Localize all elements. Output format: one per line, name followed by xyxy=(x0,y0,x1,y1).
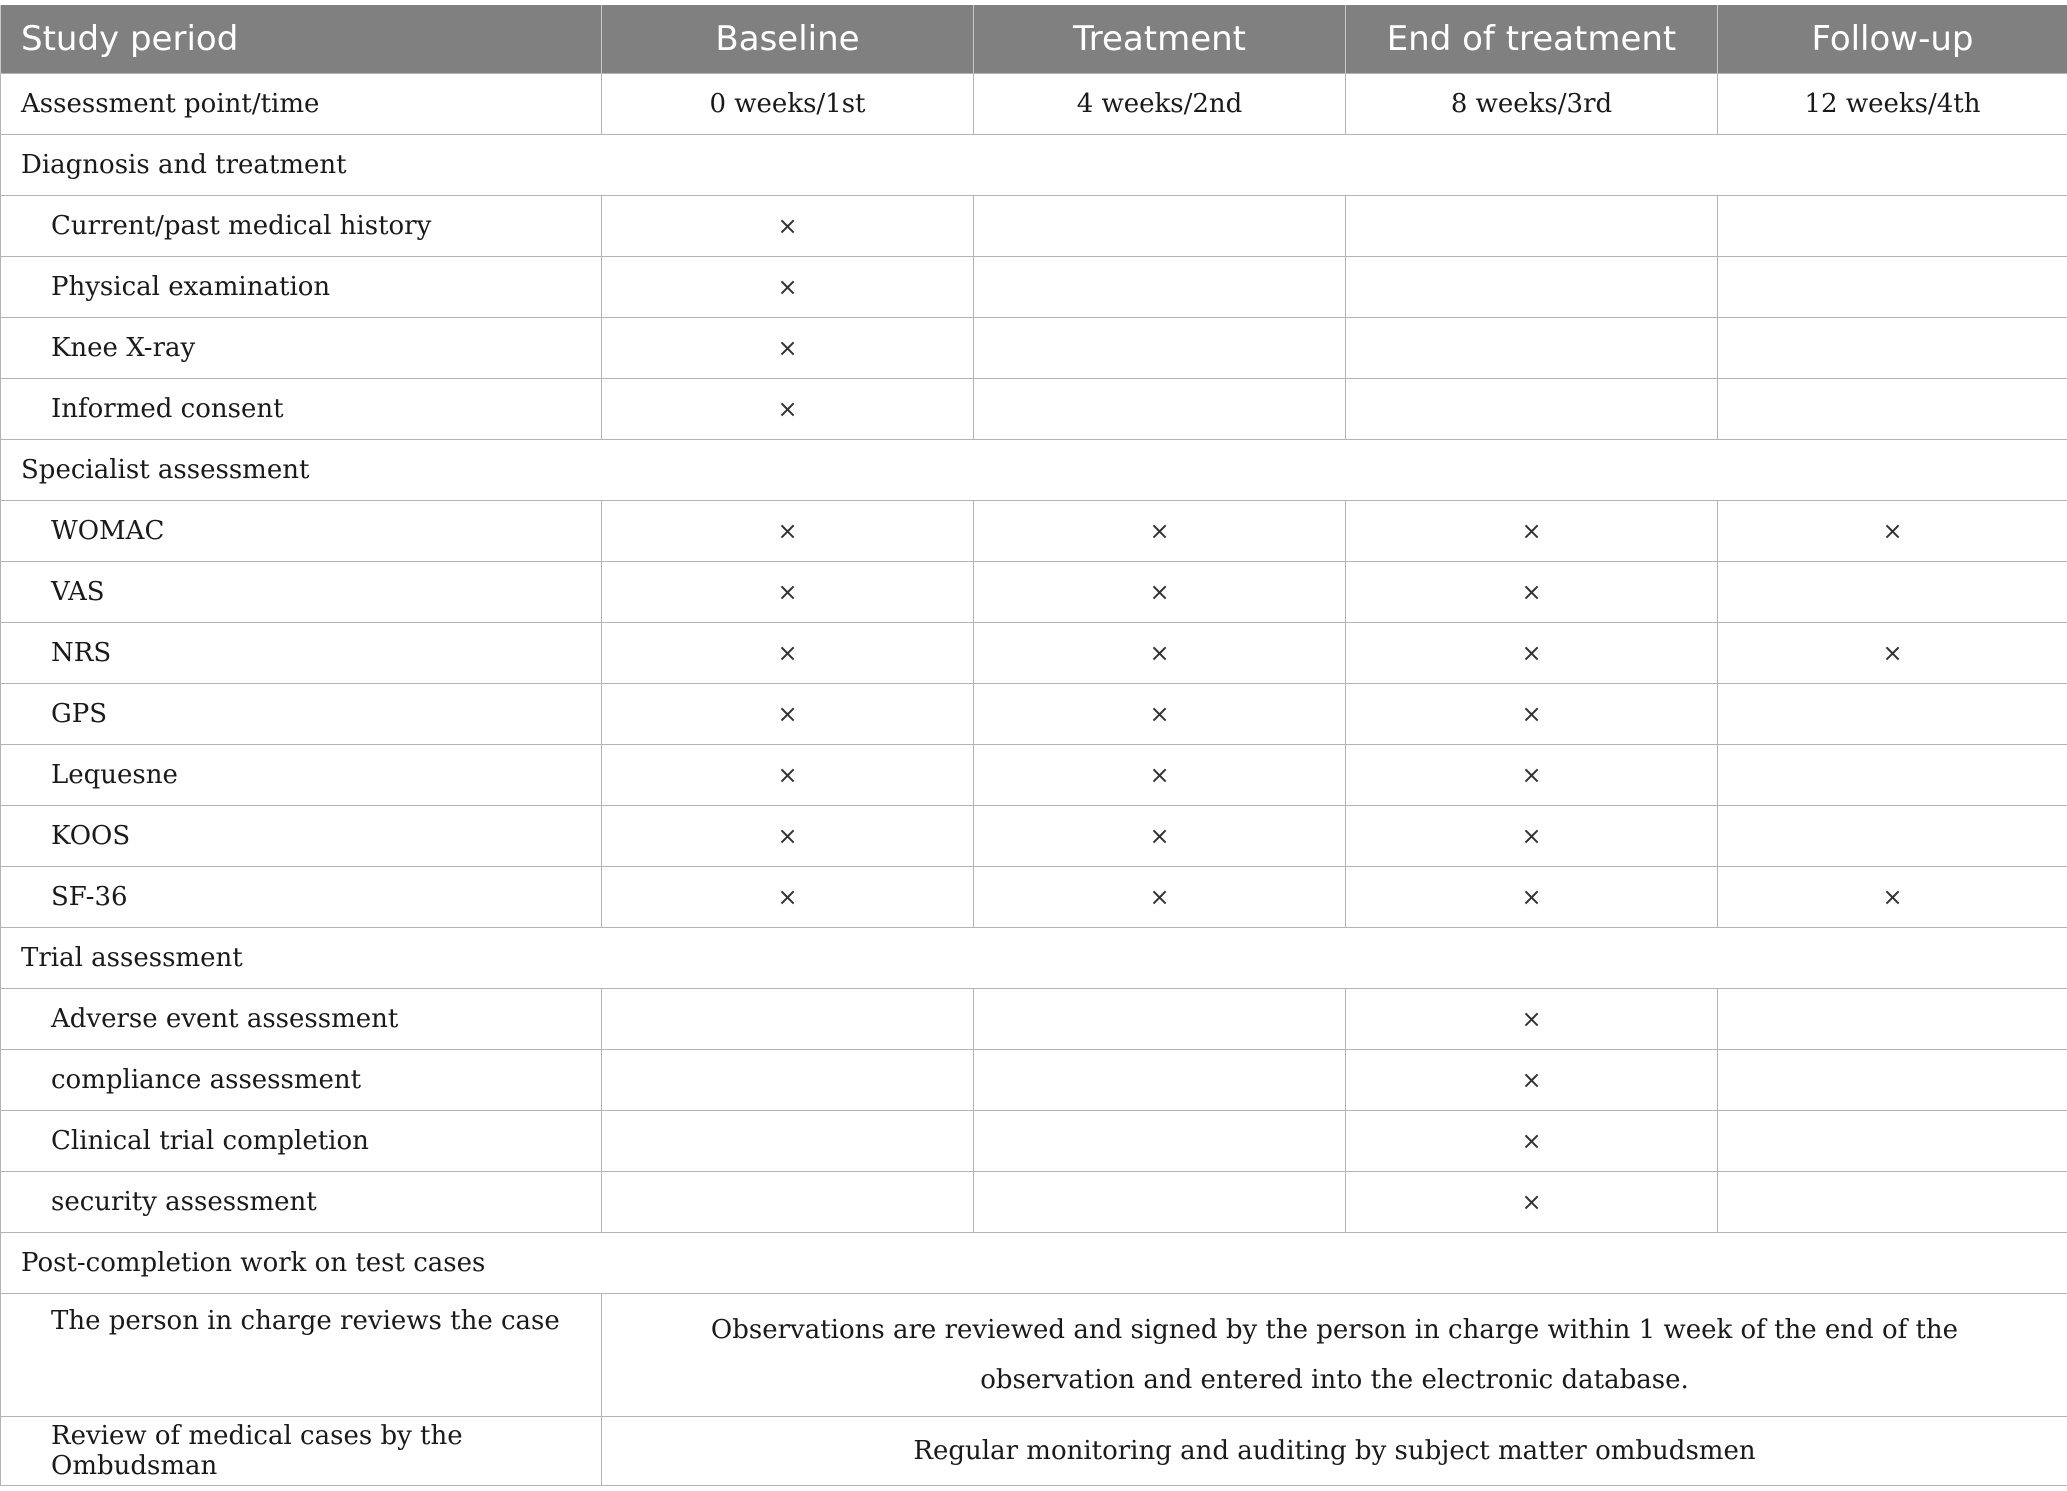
mark-cell xyxy=(974,1050,1346,1111)
table-row xyxy=(1,867,2067,928)
mark-cell: × xyxy=(602,623,974,684)
header-treatment: Treatment xyxy=(974,5,1346,74)
mark-cell xyxy=(1718,1172,2067,1233)
table-row-assessment-point xyxy=(1,74,2067,135)
mark-cell: × xyxy=(1346,745,1718,806)
header-baseline: Baseline xyxy=(602,5,974,74)
mark-cell: × xyxy=(974,867,1346,928)
table-row xyxy=(1,501,2067,562)
table-row xyxy=(1,379,2067,440)
section-row-specialist xyxy=(1,440,2067,501)
mark-cell: × xyxy=(602,318,974,379)
mark-cell: × xyxy=(1346,1111,1718,1172)
table-row xyxy=(1,684,2067,745)
mark-cell xyxy=(1346,318,1718,379)
table-row xyxy=(1,318,2067,379)
mark-cell: × xyxy=(1346,684,1718,745)
mark-cell: × xyxy=(1346,806,1718,867)
table-row xyxy=(1,623,2067,684)
table-row xyxy=(1,1111,2067,1172)
mark-cell: × xyxy=(1718,867,2067,928)
row-label: Physical examination xyxy=(1,257,602,318)
mark-cell: × xyxy=(1718,501,2067,562)
mark-cell xyxy=(1718,806,2067,867)
mark-cell xyxy=(1718,318,2067,379)
review-note: Observations are reviewed and signed by the person in charge within 1 week of the end of the observation and entered into the electronic database. xyxy=(602,1294,2067,1417)
mark-cell: × xyxy=(602,501,974,562)
mark-cell xyxy=(1718,257,2067,318)
mark-cell xyxy=(974,1172,1346,1233)
section-row-post-completion xyxy=(1,1233,2067,1294)
section-row-diagnosis xyxy=(1,135,2067,196)
mark-cell: × xyxy=(1346,867,1718,928)
mark-cell: × xyxy=(1718,623,2067,684)
mark-cell xyxy=(1346,379,1718,440)
mark-cell: × xyxy=(1346,1172,1718,1233)
mark-cell xyxy=(1346,196,1718,257)
mark-cell xyxy=(1718,379,2067,440)
section-title: Specialist assessment xyxy=(1,440,2067,501)
mark-cell: × xyxy=(602,806,974,867)
mark-cell: × xyxy=(602,745,974,806)
row-label: Lequesne xyxy=(1,745,602,806)
header-end-of-treatment: End of treatment xyxy=(1346,5,1718,74)
row-label: SF-36 xyxy=(1,867,602,928)
row-label: Clinical trial completion xyxy=(1,1111,602,1172)
row-label: Assessment point/time xyxy=(1,74,602,135)
row-label: WOMAC xyxy=(1,501,602,562)
mark-cell xyxy=(602,989,974,1050)
mark-cell: × xyxy=(1346,989,1718,1050)
cell-end-of-treatment: 8 weeks/3rd xyxy=(1346,74,1718,135)
mark-cell xyxy=(1718,1050,2067,1111)
mark-cell xyxy=(1346,257,1718,318)
monitoring-note: Regular monitoring and auditing by subject matter ombudsmen xyxy=(602,1417,2067,1486)
mark-cell xyxy=(1718,196,2067,257)
section-title: Trial assessment xyxy=(1,928,2067,989)
section-title: Diagnosis and treatment xyxy=(1,135,2067,196)
mark-cell xyxy=(974,1111,1346,1172)
row-label: compliance assessment xyxy=(1,1050,602,1111)
mark-cell: × xyxy=(1346,501,1718,562)
table-row xyxy=(1,989,2067,1050)
mark-cell: × xyxy=(602,684,974,745)
mark-cell xyxy=(1718,1111,2067,1172)
mark-cell: × xyxy=(602,379,974,440)
section-row-trial xyxy=(1,928,2067,989)
mark-cell xyxy=(974,989,1346,1050)
mark-cell: × xyxy=(974,806,1346,867)
table-row xyxy=(1,745,2067,806)
mark-cell xyxy=(974,318,1346,379)
table-row xyxy=(1,1417,2067,1486)
mark-cell: × xyxy=(974,684,1346,745)
mark-cell: × xyxy=(602,196,974,257)
row-label: Review of medical cases by the Ombudsman xyxy=(1,1417,602,1486)
section-title: Post-completion work on test cases xyxy=(1,1233,2067,1294)
table-row xyxy=(1,1294,2067,1417)
mark-cell xyxy=(974,196,1346,257)
mark-cell: × xyxy=(602,562,974,623)
table-row xyxy=(1,1050,2067,1111)
table-row xyxy=(1,806,2067,867)
mark-cell: × xyxy=(1346,623,1718,684)
mark-cell: × xyxy=(974,745,1346,806)
mark-cell xyxy=(1718,684,2067,745)
cell-follow-up: 12 weeks/4th xyxy=(1718,74,2067,135)
header-follow-up: Follow-up xyxy=(1718,5,2067,74)
mark-cell xyxy=(974,379,1346,440)
table-row xyxy=(1,196,2067,257)
mark-cell: × xyxy=(1346,562,1718,623)
row-label: GPS xyxy=(1,684,602,745)
cell-baseline: 0 weeks/1st xyxy=(602,74,974,135)
header-row xyxy=(1,5,2067,74)
mark-cell xyxy=(974,257,1346,318)
table-body xyxy=(1,74,2067,1486)
table-row xyxy=(1,562,2067,623)
header-study-period: Study period xyxy=(1,5,602,74)
mark-cell xyxy=(1718,989,2067,1050)
mark-cell: × xyxy=(1346,1050,1718,1111)
mark-cell xyxy=(602,1172,974,1233)
cell-treatment: 4 weeks/2nd xyxy=(974,74,1346,135)
table-header xyxy=(1,5,2067,74)
row-label: Knee X-ray xyxy=(1,318,602,379)
table-row xyxy=(1,1172,2067,1233)
row-label: KOOS xyxy=(1,806,602,867)
mark-cell: × xyxy=(602,257,974,318)
mark-cell: × xyxy=(974,562,1346,623)
mark-cell: × xyxy=(974,501,1346,562)
row-label: Adverse event assessment xyxy=(1,989,602,1050)
mark-cell xyxy=(602,1111,974,1172)
row-label: security assessment xyxy=(1,1172,602,1233)
row-label: Current/past medical history xyxy=(1,196,602,257)
row-label: NRS xyxy=(1,623,602,684)
mark-cell: × xyxy=(602,867,974,928)
row-label: The person in charge reviews the case xyxy=(1,1294,602,1417)
mark-cell xyxy=(1718,562,2067,623)
mark-cell xyxy=(602,1050,974,1111)
study-schedule-table xyxy=(0,5,2067,1486)
mark-cell: × xyxy=(974,623,1346,684)
mark-cell xyxy=(1718,745,2067,806)
row-label: VAS xyxy=(1,562,602,623)
row-label: Informed consent xyxy=(1,379,602,440)
table-row xyxy=(1,257,2067,318)
